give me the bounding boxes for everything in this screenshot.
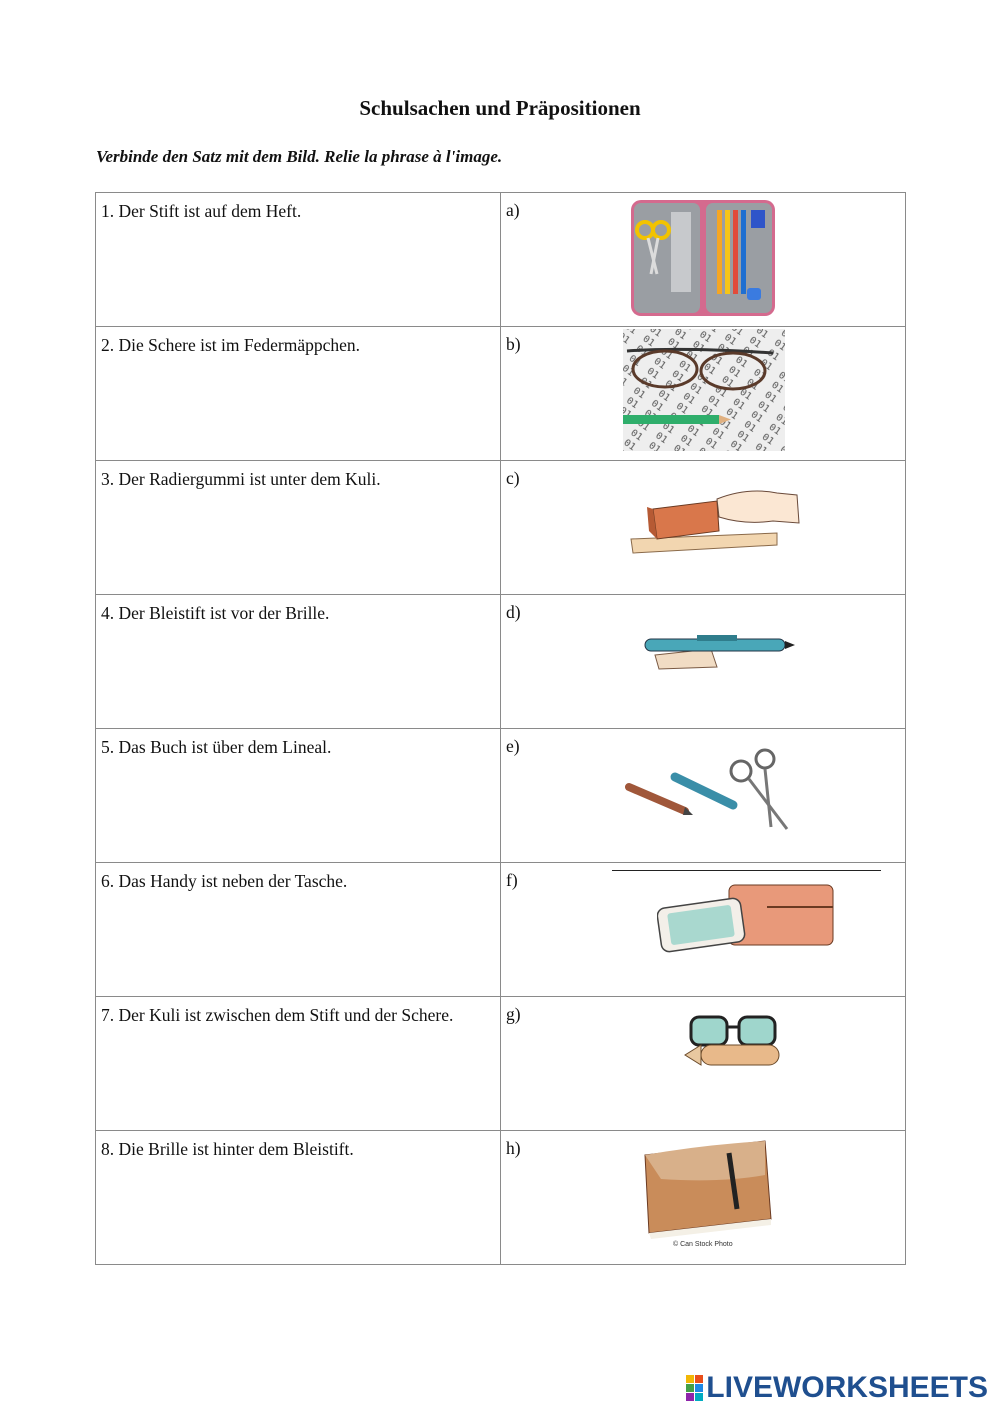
sentence-text: 4. Der Bleistift ist vor der Brille. — [101, 603, 330, 623]
sentence-text: 3. Der Radiergummi ist unter dem Kuli. — [101, 469, 381, 489]
table-row — [96, 997, 906, 1131]
divider-line — [612, 870, 881, 871]
image-cell[interactable] — [501, 729, 906, 863]
sentence-cell — [96, 997, 501, 1131]
option-letter: d) — [506, 602, 521, 622]
sentence-cell — [96, 729, 501, 863]
sentence-text: 6. Das Handy ist neben der Tasche. — [101, 871, 348, 891]
image-cell[interactable] — [501, 997, 906, 1131]
sentence-text: 8. Die Brille ist hinter dem Bleistift. — [101, 1139, 354, 1159]
glasses-on-binary-paper-icon — [623, 329, 785, 451]
image-cell[interactable] — [501, 595, 906, 729]
option-letter: e) — [506, 736, 520, 756]
sentence-cell — [96, 461, 501, 595]
image-cell[interactable] — [501, 327, 906, 461]
table-row — [96, 729, 906, 863]
option-letter: a) — [506, 200, 520, 220]
table-row — [96, 595, 906, 729]
table-row — [96, 327, 906, 461]
logo-mark-icon — [686, 1375, 703, 1401]
matching-table — [95, 192, 906, 1265]
image-caption: © Can Stock Photo — [673, 1241, 733, 1248]
option-letter: f) — [506, 870, 518, 890]
pen-on-notebook-icon — [641, 1135, 775, 1243]
pen-on-eraser-icon — [641, 629, 797, 673]
option-letter: g) — [506, 1004, 521, 1024]
sentence-text: 1. Der Stift ist auf dem Heft. — [101, 201, 302, 221]
phone-next-to-bag-icon — [657, 879, 841, 953]
sentence-text: 2. Die Schere ist im Federmäppchen. — [101, 335, 361, 355]
table-row — [96, 1131, 906, 1265]
sentence-cell — [96, 863, 501, 997]
pencil-pen-scissors-icon — [623, 747, 795, 835]
image-cell[interactable] — [501, 461, 906, 595]
brand-logo[interactable] — [686, 1371, 988, 1405]
glasses-behind-pencil-icon — [683, 1005, 787, 1071]
sentence-text: 5. Das Buch ist über dem Lineal. — [101, 737, 332, 757]
instruction-text: Verbinde den Satz mit dem Bild. Relie la phrase à l'image. — [96, 147, 503, 166]
image-cell[interactable] — [501, 1131, 906, 1265]
table-row — [96, 193, 906, 327]
sentence-cell — [96, 595, 501, 729]
table-row — [96, 863, 906, 997]
option-letter: b) — [506, 334, 521, 354]
option-letter: c) — [506, 468, 520, 488]
pencil-case-icon — [629, 196, 777, 318]
sentence-cell — [96, 327, 501, 461]
option-letter: h) — [506, 1138, 521, 1158]
page-title: Schulsachen und Präpositionen — [359, 96, 641, 120]
image-cell[interactable] — [501, 863, 906, 997]
table-row — [96, 461, 906, 595]
image-cell[interactable] — [501, 193, 906, 327]
sentence-text: 7. Der Kuli ist zwischen dem Stift und der Schere. — [101, 1005, 454, 1025]
book-over-ruler-icon — [627, 487, 803, 563]
brand-name: LIVEWORKSHEETS — [706, 1371, 988, 1404]
sentence-cell — [96, 193, 501, 327]
sentence-cell — [96, 1131, 501, 1265]
